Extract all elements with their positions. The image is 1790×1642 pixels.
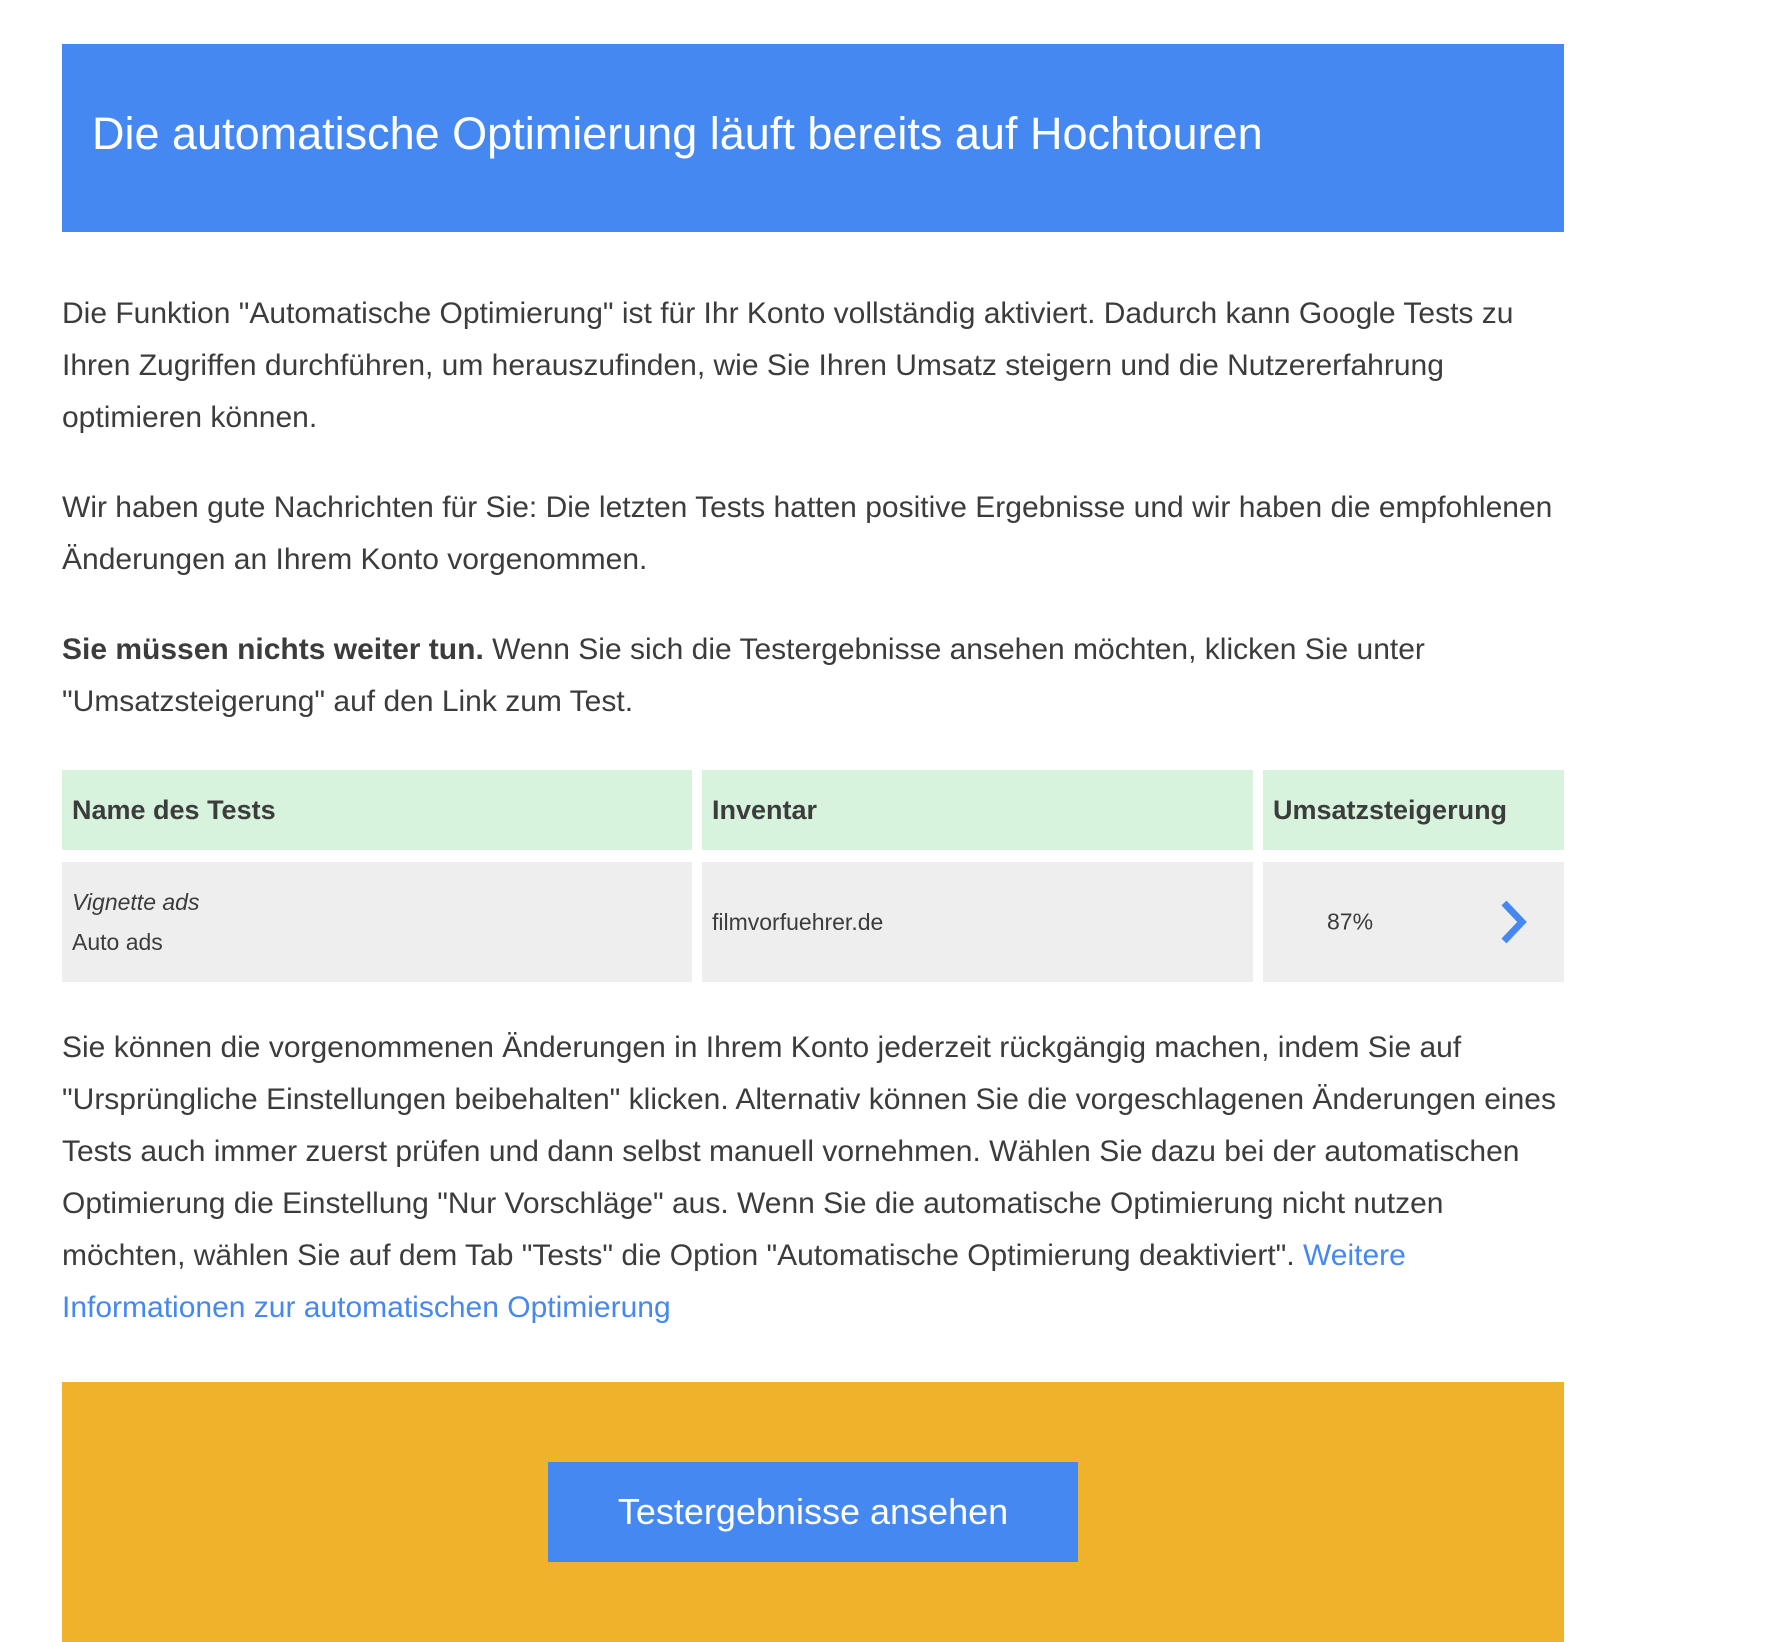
action-paragraph (62, 624, 1564, 728)
table-cell-inventory: filmvorfuehrer.de (702, 862, 1253, 982)
column-header-inventory: Inventar (702, 770, 1253, 850)
results-table (62, 770, 1564, 982)
good-news-paragraph: Wir haben gute Nachrichten für Sie: Die letzten Tests hatten positive Ergebnisse und wir haben die empfohlenen Änderungen an Ihrem Konto vorgenommen. (62, 491, 1553, 576)
details-text: Sie können die vorgenommenen Änderungen in Ihrem Konto jederzeit rückgängig machen, indem Sie auf "Ursprüngliche Einstellungen beibehalten" klicken. Alternativ können Sie die vorgeschlagenen Änderungen eines Tests auch immer zuerst prüfen und dann selbst manuell vornehmen. Wählen Sie dazu bei der automatischen Optimierung die Einstellung "Nur Vorschläge" aus. Wenn Sie die automatische Optimierung nicht nutzen möchten, wählen Sie auf dem Tab "Tests" die Option "Automatische Optimierung deaktiviert". (62, 1031, 1556, 1272)
table-cell-uplift (1263, 862, 1564, 982)
details-paragraph (62, 1022, 1564, 1334)
test-type: Vignette ads (72, 889, 200, 915)
view-test-results-button[interactable]: Testergebnisse ansehen (548, 1462, 1078, 1562)
action-emphasis: Sie müssen nichts weiter tun. (62, 633, 484, 666)
page-title: Die automatische Optimierung läuft bereits auf Hochtouren (92, 108, 1263, 159)
column-header-test-name: Name des Tests (62, 770, 692, 850)
more-info-link[interactable]: Weitere Informationen zur automatischen Optimierung (62, 1239, 1406, 1324)
chevron-right-icon[interactable] (1496, 897, 1532, 947)
test-group: Auto ads (72, 929, 163, 955)
uplift-value: 87% (1327, 908, 1374, 935)
email-body (62, 44, 1564, 1642)
header-banner (62, 44, 1564, 232)
action-text: Wenn Sie sich die Testergebnisse ansehen möchten, klicken Sie unter "Umsatzsteigerung" auf den Link zum Test. (62, 633, 1425, 718)
column-header-uplift: Umsatzsteigerung (1263, 770, 1564, 850)
intro-paragraph: Die Funktion "Automatische Optimierung" ist für Ihr Konto vollständig aktiviert. Dadurch kann Google Tests zu Ihren Zugriffen durchführen, um herauszufinden, wie Sie Ihren Umsatz steigern und die Nutzererfahrung optimieren können. (62, 297, 1514, 434)
cta-band (62, 1382, 1564, 1642)
table-cell-test-name (62, 862, 692, 982)
